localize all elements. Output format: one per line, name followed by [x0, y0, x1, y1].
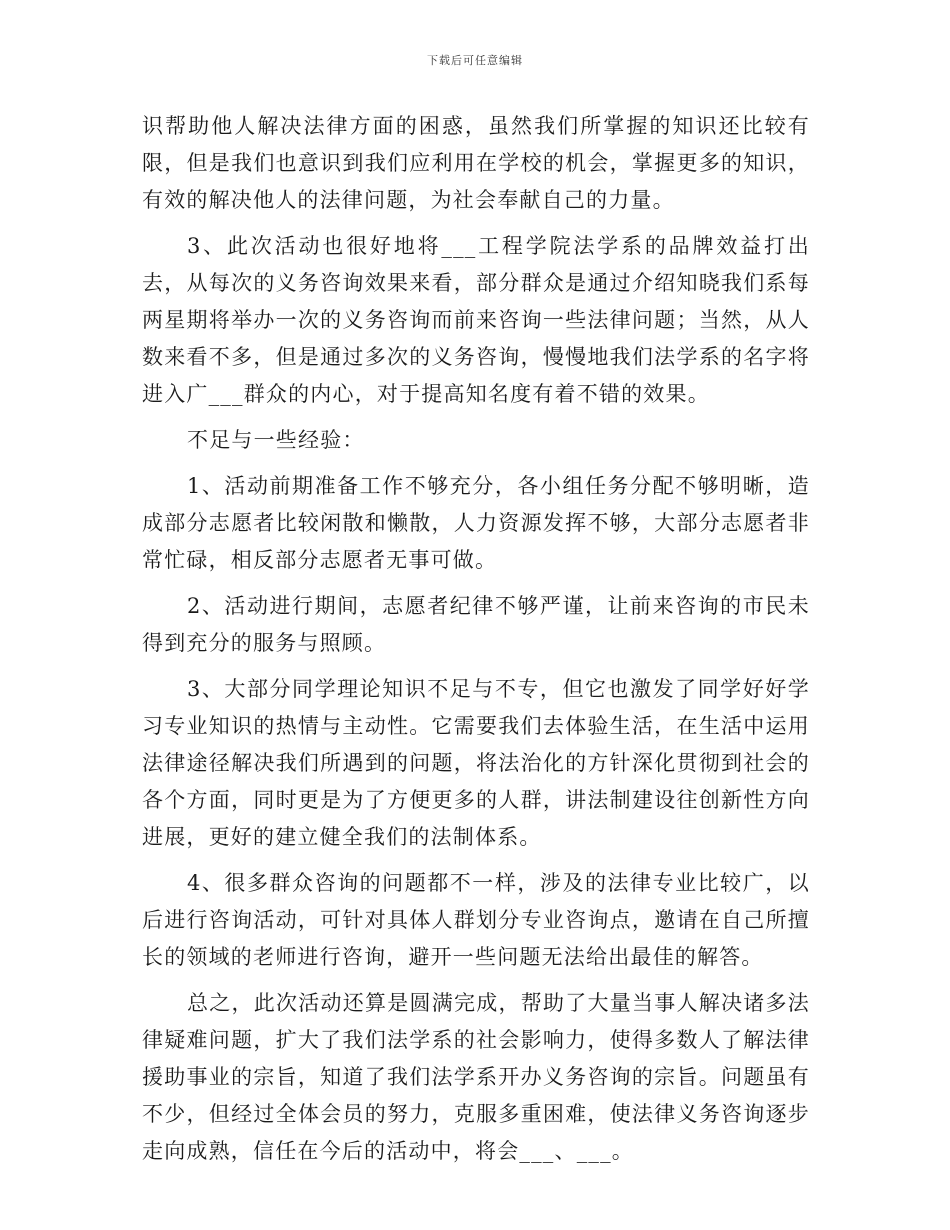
paragraph-conclusion: 总之，此次活动还算是圆满完成，帮助了大量当事人解决诸多法律疑难问题，扩大了我们法学系的社会影响力，使得多数人了解法律援助事业的宗旨，知道了我们法学系开办义务咨询的宗旨。问题虽有不少，但经过全体会员的努力，克服多重困难，使法律义务咨询逐步走向成熟，信任在今后的活动中，将会___、___。 — [142, 991, 810, 1163]
paragraph-shortcomings-heading: 不足与一些经验： — [187, 428, 365, 452]
paragraph-intro-continuation: 识帮助他人解决法律方面的困惑，虽然我们所掌握的知识还比较有限，但是我们也意识到我们应利用在学校的机会，掌握更多的知识，有效的解决他人的法律问题，为社会奉献自己的力量。 — [142, 114, 810, 212]
paragraph-shortcoming-1: 1、活动前期准备工作不够充分，各小组任务分配不够明晰，造成部分志愿者比较闲散和懒散，人力资源发挥不够，大部分志愿者非常忙碌，相反部分志愿者无事可做。 — [142, 474, 810, 572]
paragraph-shortcoming-4: 4、很多群众咨询的问题都不一样，涉及的法律专业比较广，以后进行咨询活动，可针对具体人群划分专业咨询点，邀请在自己所擅长的领域的老师进行咨询，避开一些问题无法给出最佳的解答。 — [142, 871, 810, 969]
paragraph-point-3-brand: 3、此次活动也很好地将___工程学院法学系的品牌效益打出去，从每次的义务咨询效果来看，部分群众是通过介绍知晓我们系每两星期将举办一次的义务咨询而前来咨询一些法律问题；当然，从人数来看不多，但是通过多次的义务咨询，慢慢地我们法学系的名字将进入广___群众的内心，对于提高知名度有着不错的效果。 — [142, 234, 810, 406]
paragraph-shortcoming-2: 2、活动进行期间，志愿者纪律不够严谨，让前来咨询的市民未得到充分的服务与照顾。 — [142, 594, 810, 655]
page-header: 下载后可任意编辑 — [427, 54, 523, 67]
document-body — [142, 108, 810, 1170]
paragraph-shortcoming-3: 3、大部分同学理论知识不足与不专，但它也激发了同学好好学习专业知识的热情与主动性。它需要我们去体验生活，在生活中运用法律途径解决我们所遇到的问题，将法治化的方针深化贯彻到社会的各个方面，同时更是为了方便更多的人群，讲法制建设往创新性方向进展，更好的建立健全我们的法制体系。 — [142, 677, 810, 849]
